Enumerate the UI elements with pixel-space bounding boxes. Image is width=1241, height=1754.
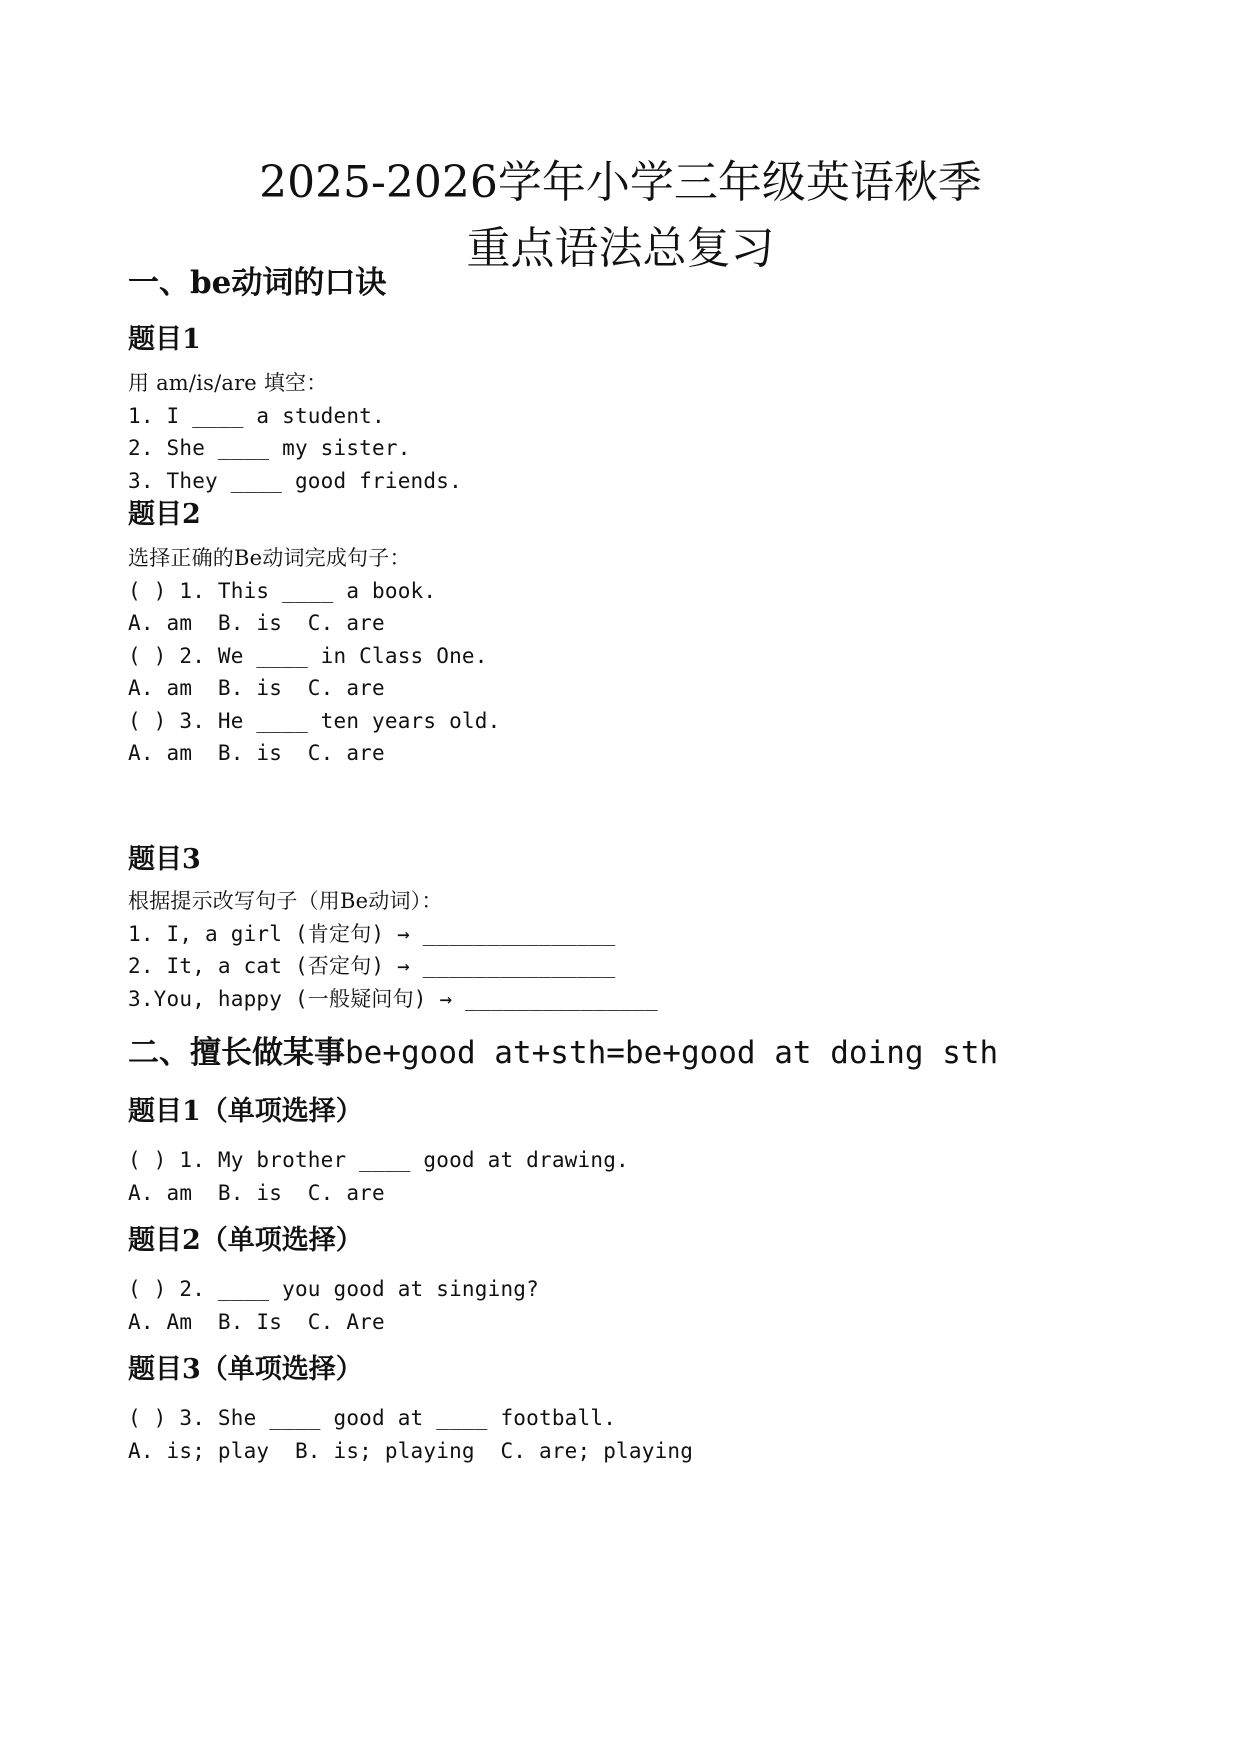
instruction-text: 根据提示改写句子（用Be动词）： (128, 889, 443, 913)
answer-options: A. am B. is C. are (128, 1180, 385, 1205)
exercise-line: 2. She ____ my sister. (128, 436, 411, 460)
page-title: 2025-2026学年小学三年级英语秋季 (259, 157, 982, 208)
exercise-line: 1. I ____ a student. (128, 403, 385, 428)
question-heading: 题目3（单项选择） (128, 1354, 363, 1385)
question-heading: 题目2 (128, 499, 201, 530)
exercise-line: ( ) 3. She ____ good at ____ football. (128, 1406, 617, 1430)
exercise-line: ( ) 3. He ____ ten years old. (128, 708, 501, 733)
question-body (128, 885, 658, 1015)
section-number: 二、擅长做某事 (128, 1035, 345, 1071)
instruction-text: 用 am/is/are 填空： (128, 371, 328, 395)
answer-options: A. am B. is C. are (128, 741, 385, 765)
question-body (128, 1402, 693, 1467)
question-heading: 题目3 (128, 844, 201, 875)
page-subtitle: 重点语法总复习 (466, 223, 775, 274)
answer-options: A. am B. is C. are (128, 676, 385, 700)
section-number: 一、 (128, 265, 190, 301)
question-body (128, 1144, 629, 1209)
section-title: be动词的口诀 (190, 265, 387, 301)
exercise-line: ( ) 1. This ____ a book. (128, 578, 437, 603)
answer-options: A. Am B. Is C. Are (128, 1309, 385, 1334)
section-heading-good-at (128, 1032, 998, 1074)
question-body (128, 542, 500, 770)
section-heading-be-verbs (128, 262, 386, 304)
question-body (128, 1273, 539, 1338)
exercise-line: 2. It, a cat (否定句) → _______________ (128, 954, 616, 978)
exercise-line: ( ) 1. My brother ____ good at drawing. (128, 1148, 629, 1172)
exercise-line: 1. I, a girl (肯定句) → _______________ (128, 921, 616, 946)
section-title: be+good at+sth=be+good at doing sth (345, 1035, 999, 1071)
question-heading: 题目1（单项选择） (128, 1096, 363, 1127)
exercise-line: 3. They ____ good friends. (128, 468, 462, 493)
question-heading: 题目2（单项选择） (128, 1225, 363, 1256)
answer-options: A. am B. is C. are (128, 611, 385, 635)
instruction-text: 选择正确的Be动词完成句子： (128, 546, 411, 570)
question-body (128, 367, 462, 497)
answer-options: A. is; play B. is; playing C. are; playing (128, 1438, 694, 1463)
exercise-line: ( ) 2. We ____ in Class One. (128, 643, 488, 668)
exercise-line: 3.You, happy (一般疑问句) → _______________ (128, 986, 658, 1011)
exercise-line: ( ) 2. ____ you good at singing? (128, 1277, 539, 1301)
question-heading: 题目1 (128, 324, 201, 355)
